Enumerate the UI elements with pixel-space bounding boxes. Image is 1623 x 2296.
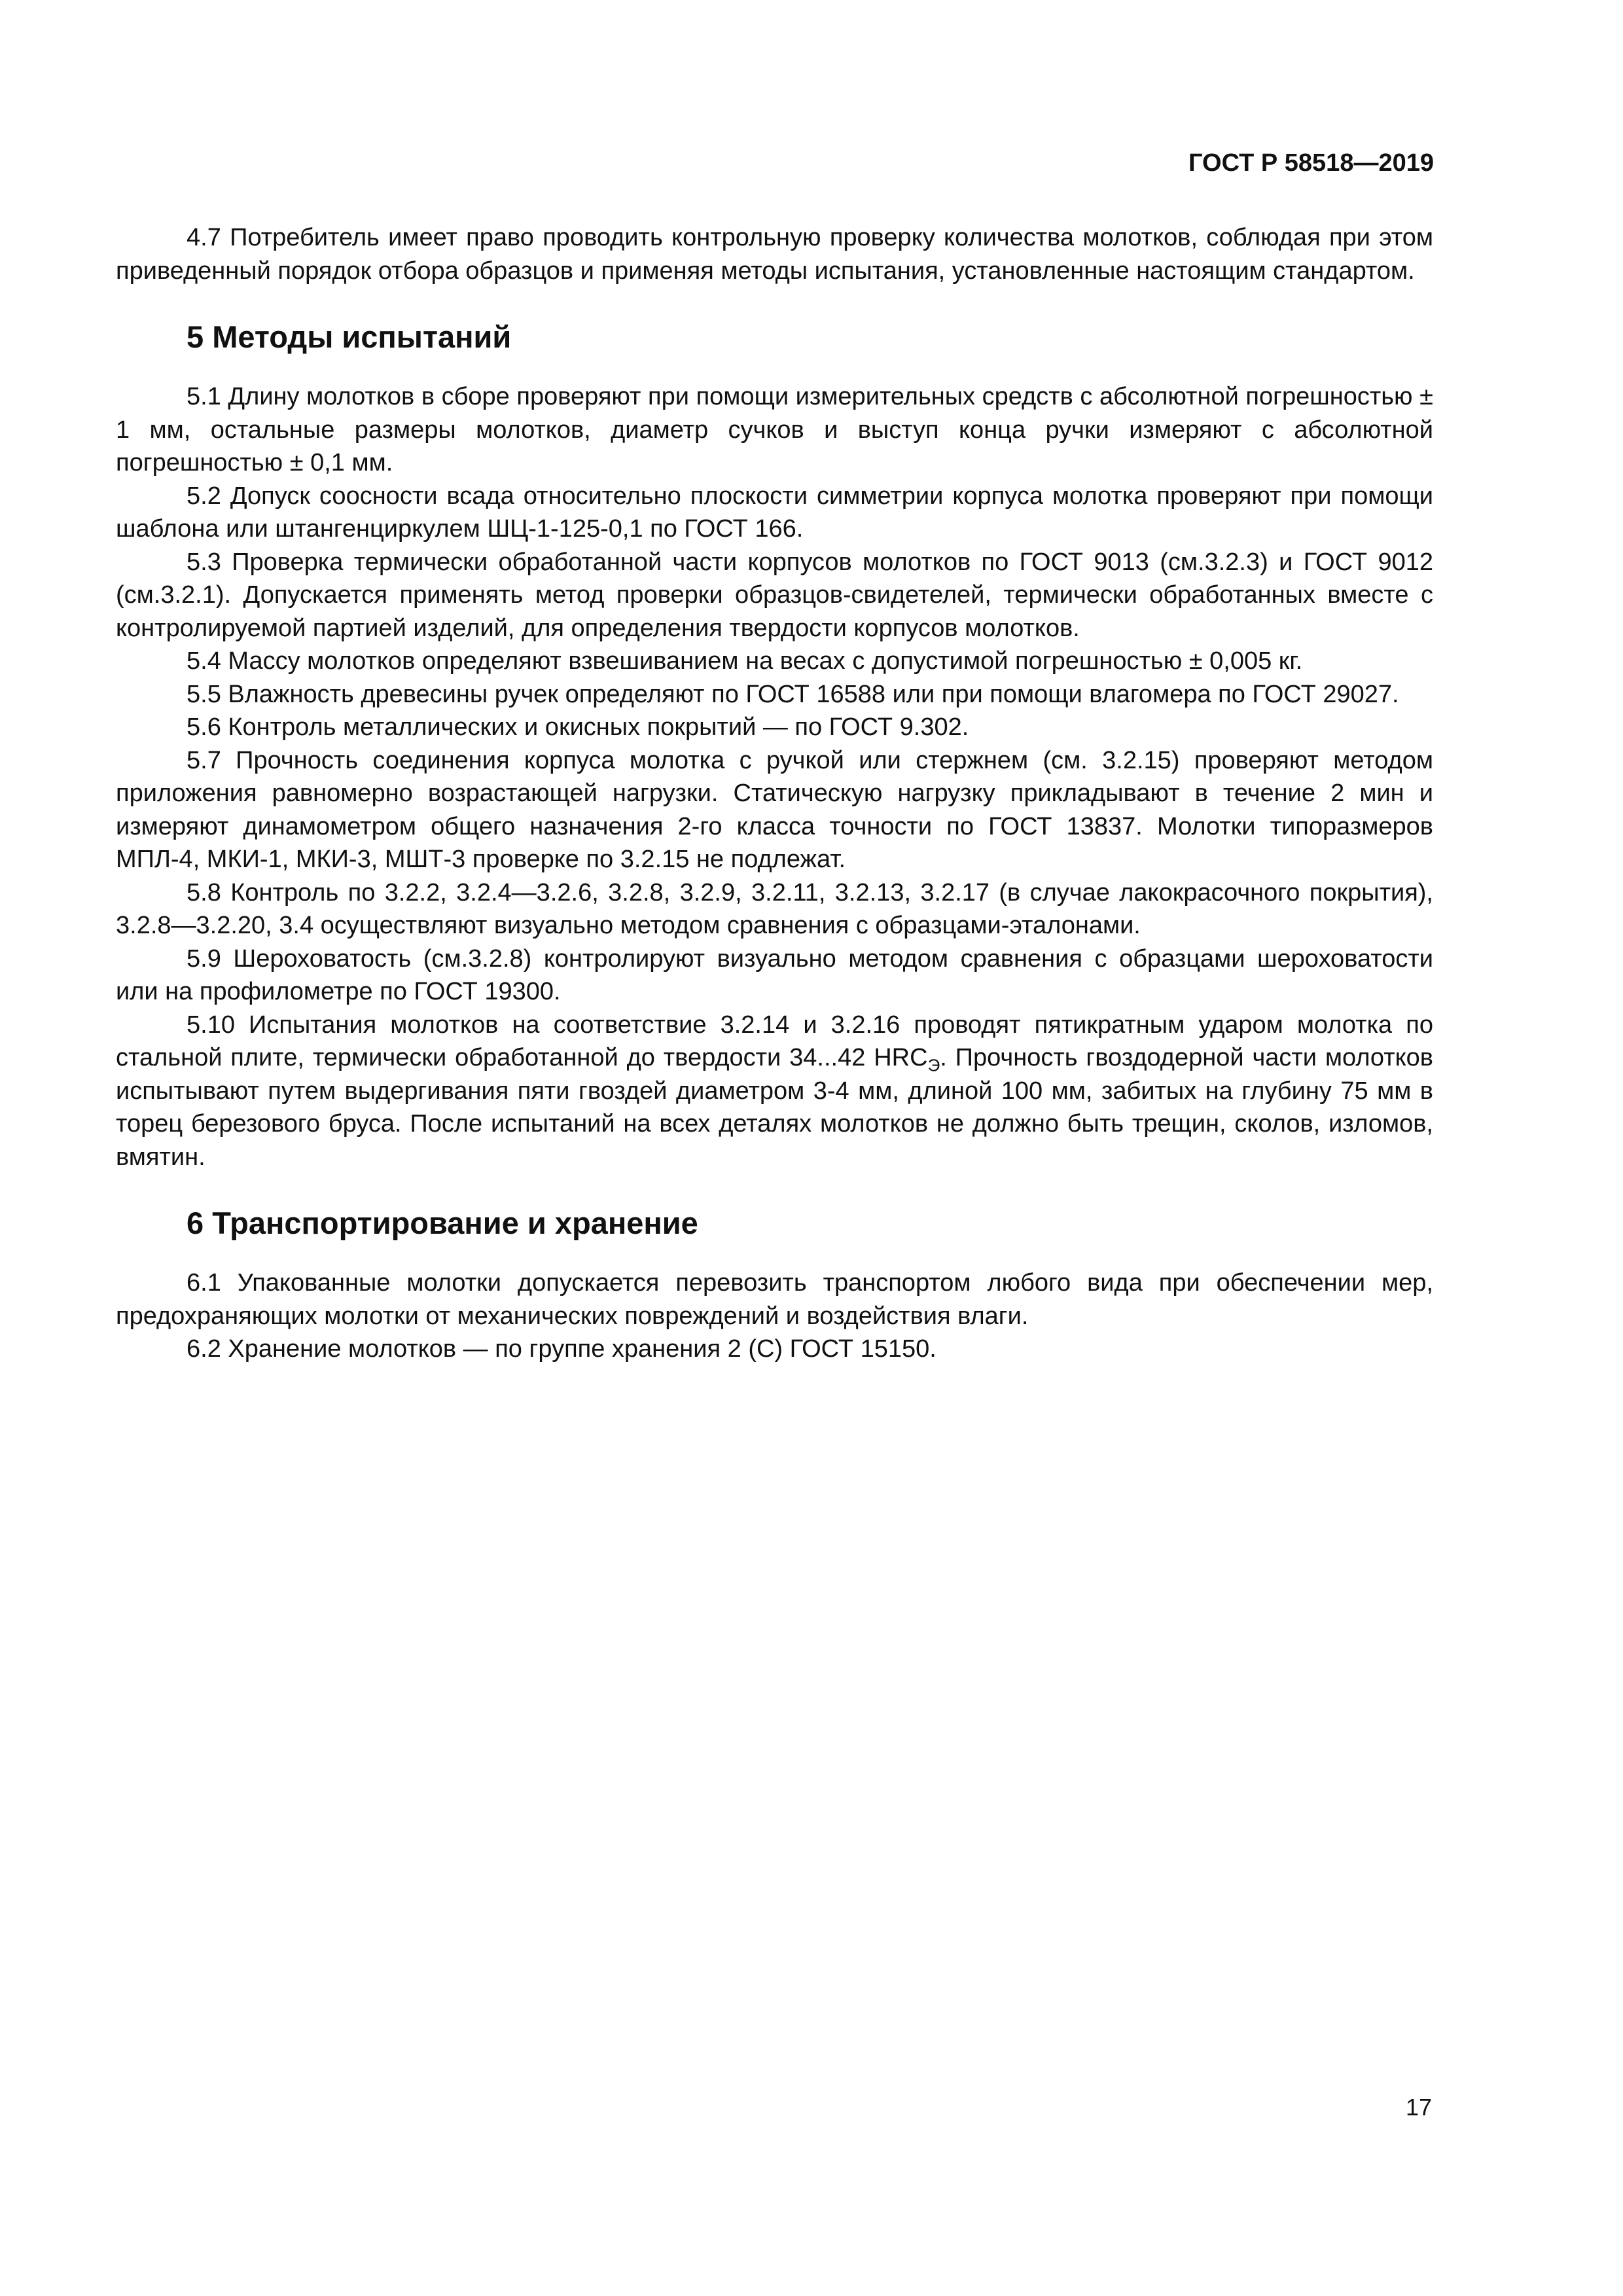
paragraph-5-9: 5.9 Шероховатость (см.3.2.8) контролируют визуально методом сравнения с образцами шероховатости или на профилометре по ГОСТ 19300. <box>116 944 1433 1005</box>
paragraph-5-10-part-a: 5.10 Испытания молотков на соответствие 3.2.14 и 3.2.16 проводят пятикратным ударом молотка по стальной плите, термически обработанной до твердости 34...42 HRC <box>116 1011 1433 1071</box>
paragraph-6-1: 6.1 Упакованные молотки допускается перевозить транспортом любого вида при обеспечении мер, предохраняющих молотки от механических повреждений и воздействия влаги. <box>116 1269 1433 1330</box>
paragraph-5-10 <box>116 1009 1433 1174</box>
section-6-heading: 6 Транспортирование и хранение <box>187 1206 698 1240</box>
document-code-header: ГОСТ Р 58518—2019 <box>1188 149 1434 177</box>
paragraph-5-8: 5.8 Контроль по 3.2.2, 3.2.4—3.2.6, 3.2.8, 3.2.9, 3.2.11, 3.2.13, 3.2.17 (в случае лакокрасочного покрытия), 3.2.8—3.2.20, 3.4 осуществляют визуально методом сравнения с образцами-эталонами. <box>116 878 1433 939</box>
paragraph-4-7: 4.7 Потребитель имеет право проводить контрольную проверку количества молотков, соблюдая при этом приведенный порядок отбора образцов и применяя методы испытания, установленные настоящим стандартом. <box>116 224 1433 285</box>
paragraph-5-10-part-b: . Прочность гвоздодерной части молотков испытывают путем выдергивания пяти гвоздей диаметром 3-4 мм, длиной 100 мм, забитых на глубину 75 мм в торец березового бруса. После испытаний на всех деталях молотков не должно быть трещин, сколов, изломов, вмятин. <box>116 1044 1433 1171</box>
hardness-scale-subscript: Э <box>927 1055 940 1075</box>
paragraph-5-3: 5.3 Проверка термически обработанной части корпусов молотков по ГОСТ 9013 (см.3.2.3) и ГОСТ 9012 (см.3.2.1). Допускается применять метод проверки образцов-свидетелей, термически обработанных вместе с контролируемой партией изделий, для определения твердости корпусов молотков. <box>116 548 1433 642</box>
page-number: 17 <box>1405 2094 1432 2121</box>
paragraph-5-4: 5.4 Массу молотков определяют взвешиванием на весах с допустимой погрешностью ± 0,005 кг. <box>187 647 1303 675</box>
paragraph-6-2: 6.2 Хранение молотков — по группе хранения 2 (С) ГОСТ 15150. <box>187 1335 936 1363</box>
paragraph-5-2: 5.2 Допуск соосности всада относительно плоскости симметрии корпуса молотка проверяют при помощи шаблона или штангенциркулем ШЦ-1-125-0,1 по ГОСТ 166. <box>116 482 1433 543</box>
page-content <box>116 221 1433 1366</box>
paragraph-5-6: 5.6 Контроль металлических и окисных покрытий — по ГОСТ 9.302. <box>187 713 969 741</box>
section-5-heading: 5 Методы испытаний <box>187 319 512 354</box>
paragraph-5-7: 5.7 Прочность соединения корпуса молотка с ручкой или стержнем (см. 3.2.15) проверяют методом приложения равномерно возрастающей нагрузки. Статическую нагрузку прикладывают в течение 2 мин и измеряют динамометром общего назначения 2-го класса точности по ГОСТ 13837. Молотки типоразмеров МПЛ-4, МКИ-1, МКИ-3, МШТ-3 проверке по 3.2.15 не подлежат. <box>116 746 1433 873</box>
paragraph-5-1: 5.1 Длину молотков в сборе проверяют при помощи измерительных средств с абсолютной погрешностью ± 1 мм, остальные размеры молотков, диаметр сучков и выступ конца ручки измеряют с абсолютной погрешностью ± 0,1 мм. <box>116 383 1433 476</box>
paragraph-5-5: 5.5 Влажность древесины ручек определяют по ГОСТ 16588 или при помощи влагомера по ГОСТ 29027. <box>187 680 1399 708</box>
